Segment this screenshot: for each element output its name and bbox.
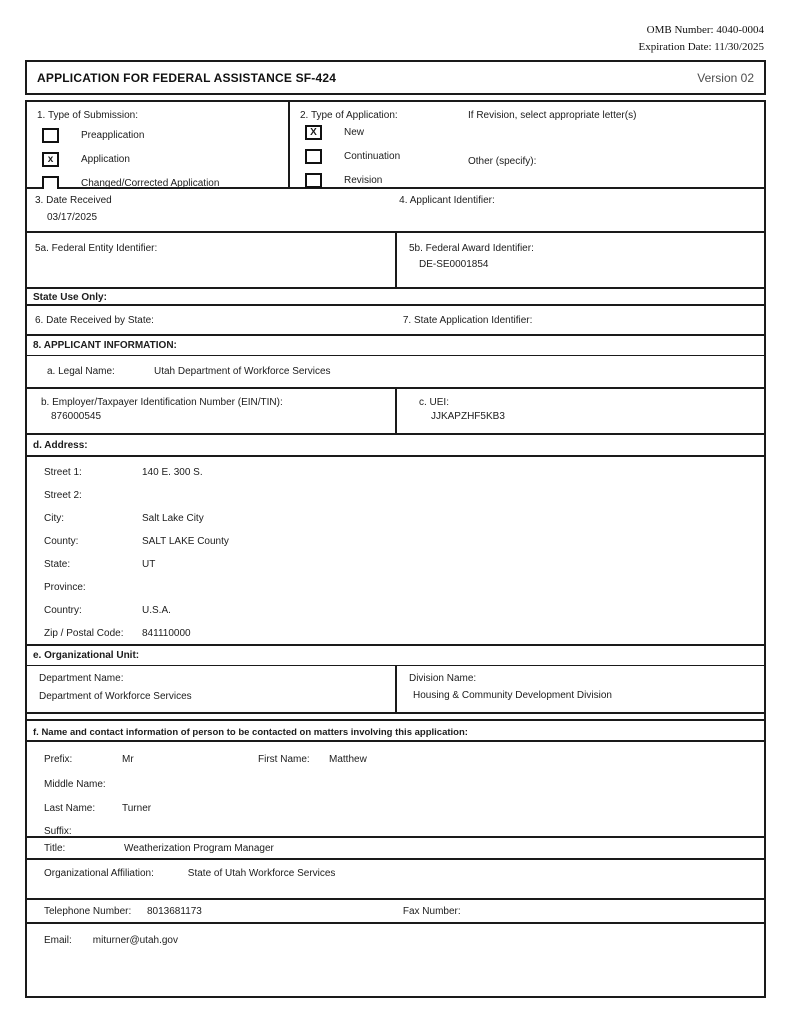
option-revision: [305, 173, 764, 188]
state-label: State:: [44, 559, 71, 570]
omb-expiration-date: Expiration Date: 11/30/2025: [638, 41, 764, 53]
prefix-label: Prefix:: [44, 753, 73, 765]
contact-row-last: [27, 797, 764, 820]
type-of-application-label: 2. Type of Application:: [300, 110, 398, 121]
row-org-unit-header: [27, 646, 764, 666]
version-label: Version 02: [697, 70, 754, 85]
option-preapplication: [42, 128, 288, 143]
telephone-value[interactable]: 8013681173: [147, 905, 202, 917]
federal-entity-identifier-label: 5a. Federal Entity Identifier:: [35, 243, 158, 254]
address-field-city: [27, 507, 764, 530]
county-label: County:: [44, 536, 79, 547]
ein-label: b. Employer/Taxpayer Identification Number (EIN/TIN):: [41, 397, 283, 408]
city-label: City:: [44, 513, 64, 524]
organizational-unit-label: e. Organizational Unit:: [33, 650, 140, 661]
form-body: [25, 100, 766, 998]
contact-row-middle: [27, 772, 764, 797]
address-field-street1: [27, 461, 764, 484]
omb-block: [639, 22, 764, 56]
application-checkbox[interactable]: x: [42, 152, 59, 167]
street2-label: Street 2:: [44, 490, 82, 501]
type-of-submission-label: 1. Type of Submission:: [37, 110, 138, 121]
division-name-value[interactable]: Housing & Community Development Division: [412, 690, 612, 701]
revision-label: Revision: [344, 175, 383, 186]
option-application: [42, 152, 288, 167]
federal-award-identifier-label: 5b. Federal Award Identifier:: [408, 243, 534, 254]
middle-name-label: Middle Name:: [44, 779, 106, 790]
first-name-value[interactable]: Matthew: [329, 753, 367, 765]
ein-value[interactable]: 876000545: [51, 411, 102, 422]
uei-label: c. UEI:: [418, 397, 449, 408]
address-field-province: [27, 576, 764, 599]
revision-hint-label: If Revision, select appropriate letter(s): [468, 110, 637, 121]
department-cell: [27, 666, 397, 712]
continuation-label: Continuation: [344, 151, 401, 162]
county-value[interactable]: SALT LAKE County: [142, 536, 229, 547]
federal-award-identifier-cell: [397, 233, 764, 287]
department-name-label: Department Name:: [39, 673, 124, 684]
ein-cell: [27, 389, 397, 433]
application-label: Application: [81, 154, 130, 165]
org-affiliation-label: Organizational Affiliation:: [44, 868, 154, 879]
form-header: [25, 60, 766, 95]
contact-name-block: [27, 742, 764, 838]
new-checkbox[interactable]: X: [305, 125, 322, 140]
first-name-label: First Name:: [258, 753, 310, 765]
revision-checkbox[interactable]: [305, 173, 322, 188]
row-state-received-identifier: [27, 306, 764, 336]
address-field-zip: [27, 622, 764, 645]
row-federal-identifiers: [27, 233, 764, 289]
prefix-value[interactable]: Mr: [122, 753, 134, 765]
uei-cell: [397, 389, 764, 433]
continuation-checkbox[interactable]: [305, 149, 322, 164]
zip-value[interactable]: 841110000: [142, 628, 191, 639]
country-value[interactable]: U.S.A.: [142, 605, 171, 616]
new-label: New: [344, 127, 365, 138]
suffix-label: Suffix:: [44, 825, 72, 837]
zip-label: Zip / Postal Code:: [44, 628, 124, 639]
federal-entity-identifier-cell: [27, 233, 397, 287]
last-name-label: Last Name:: [44, 803, 96, 814]
row-applicant-information-header: [27, 336, 764, 356]
row-email: [27, 924, 764, 996]
address-block: [27, 457, 764, 646]
section-type-of-submission: [27, 102, 290, 187]
row-department-division: [27, 666, 764, 714]
country-label: Country:: [44, 605, 82, 616]
section-type-of-application: [290, 102, 764, 187]
title-value[interactable]: Weatherization Program Manager: [124, 842, 274, 854]
row-date-received-applicant-id: [27, 189, 764, 233]
preapplication-label: Preapplication: [81, 130, 145, 141]
title-label: Title:: [44, 842, 66, 854]
address-label: d. Address:: [33, 440, 88, 451]
row-type-of-submission-application: [27, 102, 764, 189]
applicant-identifier-label: 4. Applicant Identifier:: [399, 195, 495, 206]
legal-name-value[interactable]: Utah Department of Workforce Services: [154, 366, 331, 377]
address-field-country: [27, 599, 764, 622]
state-use-only-label: State Use Only:: [33, 292, 107, 303]
email-value[interactable]: miturner@utah.gov: [92, 935, 178, 946]
changed-corrected-label: Changed/Corrected Application: [81, 178, 220, 189]
street1-label: Street 1:: [44, 467, 82, 478]
division-name-label: Division Name:: [408, 673, 477, 684]
option-new: [305, 125, 764, 140]
address-field-county: [27, 530, 764, 553]
contact-row-prefix-first: [27, 746, 764, 772]
row-state-use-only: [27, 289, 764, 306]
address-field-state: [27, 553, 764, 576]
email-label: Email:: [44, 935, 72, 946]
row-contact-header: [27, 719, 764, 742]
telephone-label: Telephone Number:: [44, 905, 132, 917]
row-telephone-fax: [27, 900, 764, 924]
address-field-street2: [27, 484, 764, 507]
fax-label: Fax Number:: [402, 905, 461, 917]
row-org-affiliation: [27, 860, 764, 900]
province-label: Province:: [44, 582, 86, 593]
other-specify-label: Other (specify):: [468, 156, 537, 167]
form-title: APPLICATION FOR FEDERAL ASSISTANCE SF-424: [37, 70, 337, 85]
row-title: [27, 838, 764, 860]
contact-section-label: f. Name and contact information of person to be contacted on matters involving this application:: [33, 727, 468, 738]
applicant-information-label: 8. APPLICANT INFORMATION:: [33, 340, 177, 351]
street1-value[interactable]: 140 E. 300 S.: [142, 467, 203, 478]
org-affiliation-value[interactable]: State of Utah Workforce Services: [187, 868, 336, 879]
uei-value[interactable]: JJKAPZHF5KB3: [430, 411, 505, 422]
legal-name-label: a. Legal Name:: [47, 366, 115, 377]
omb-number: OMB Number: 4040-0004: [646, 24, 764, 36]
state-value[interactable]: UT: [142, 559, 156, 570]
federal-award-identifier-value[interactable]: DE-SE0001854: [418, 259, 489, 270]
date-received-value[interactable]: 03/17/2025: [47, 212, 98, 223]
city-value[interactable]: Salt Lake City: [142, 513, 204, 524]
row-address-header: [27, 435, 764, 457]
date-received-label: 3. Date Received: [35, 195, 112, 206]
row-legal-name: [27, 356, 764, 389]
row-ein-uei: [27, 389, 764, 435]
preapplication-checkbox[interactable]: [42, 128, 59, 143]
date-received-by-state-label: 6. Date Received by State:: [35, 315, 154, 326]
last-name-value[interactable]: Turner: [122, 803, 152, 814]
department-name-value[interactable]: Department of Workforce Services: [39, 691, 192, 702]
state-application-identifier-label: 7. State Application Identifier:: [402, 315, 533, 326]
division-cell: [397, 666, 764, 712]
